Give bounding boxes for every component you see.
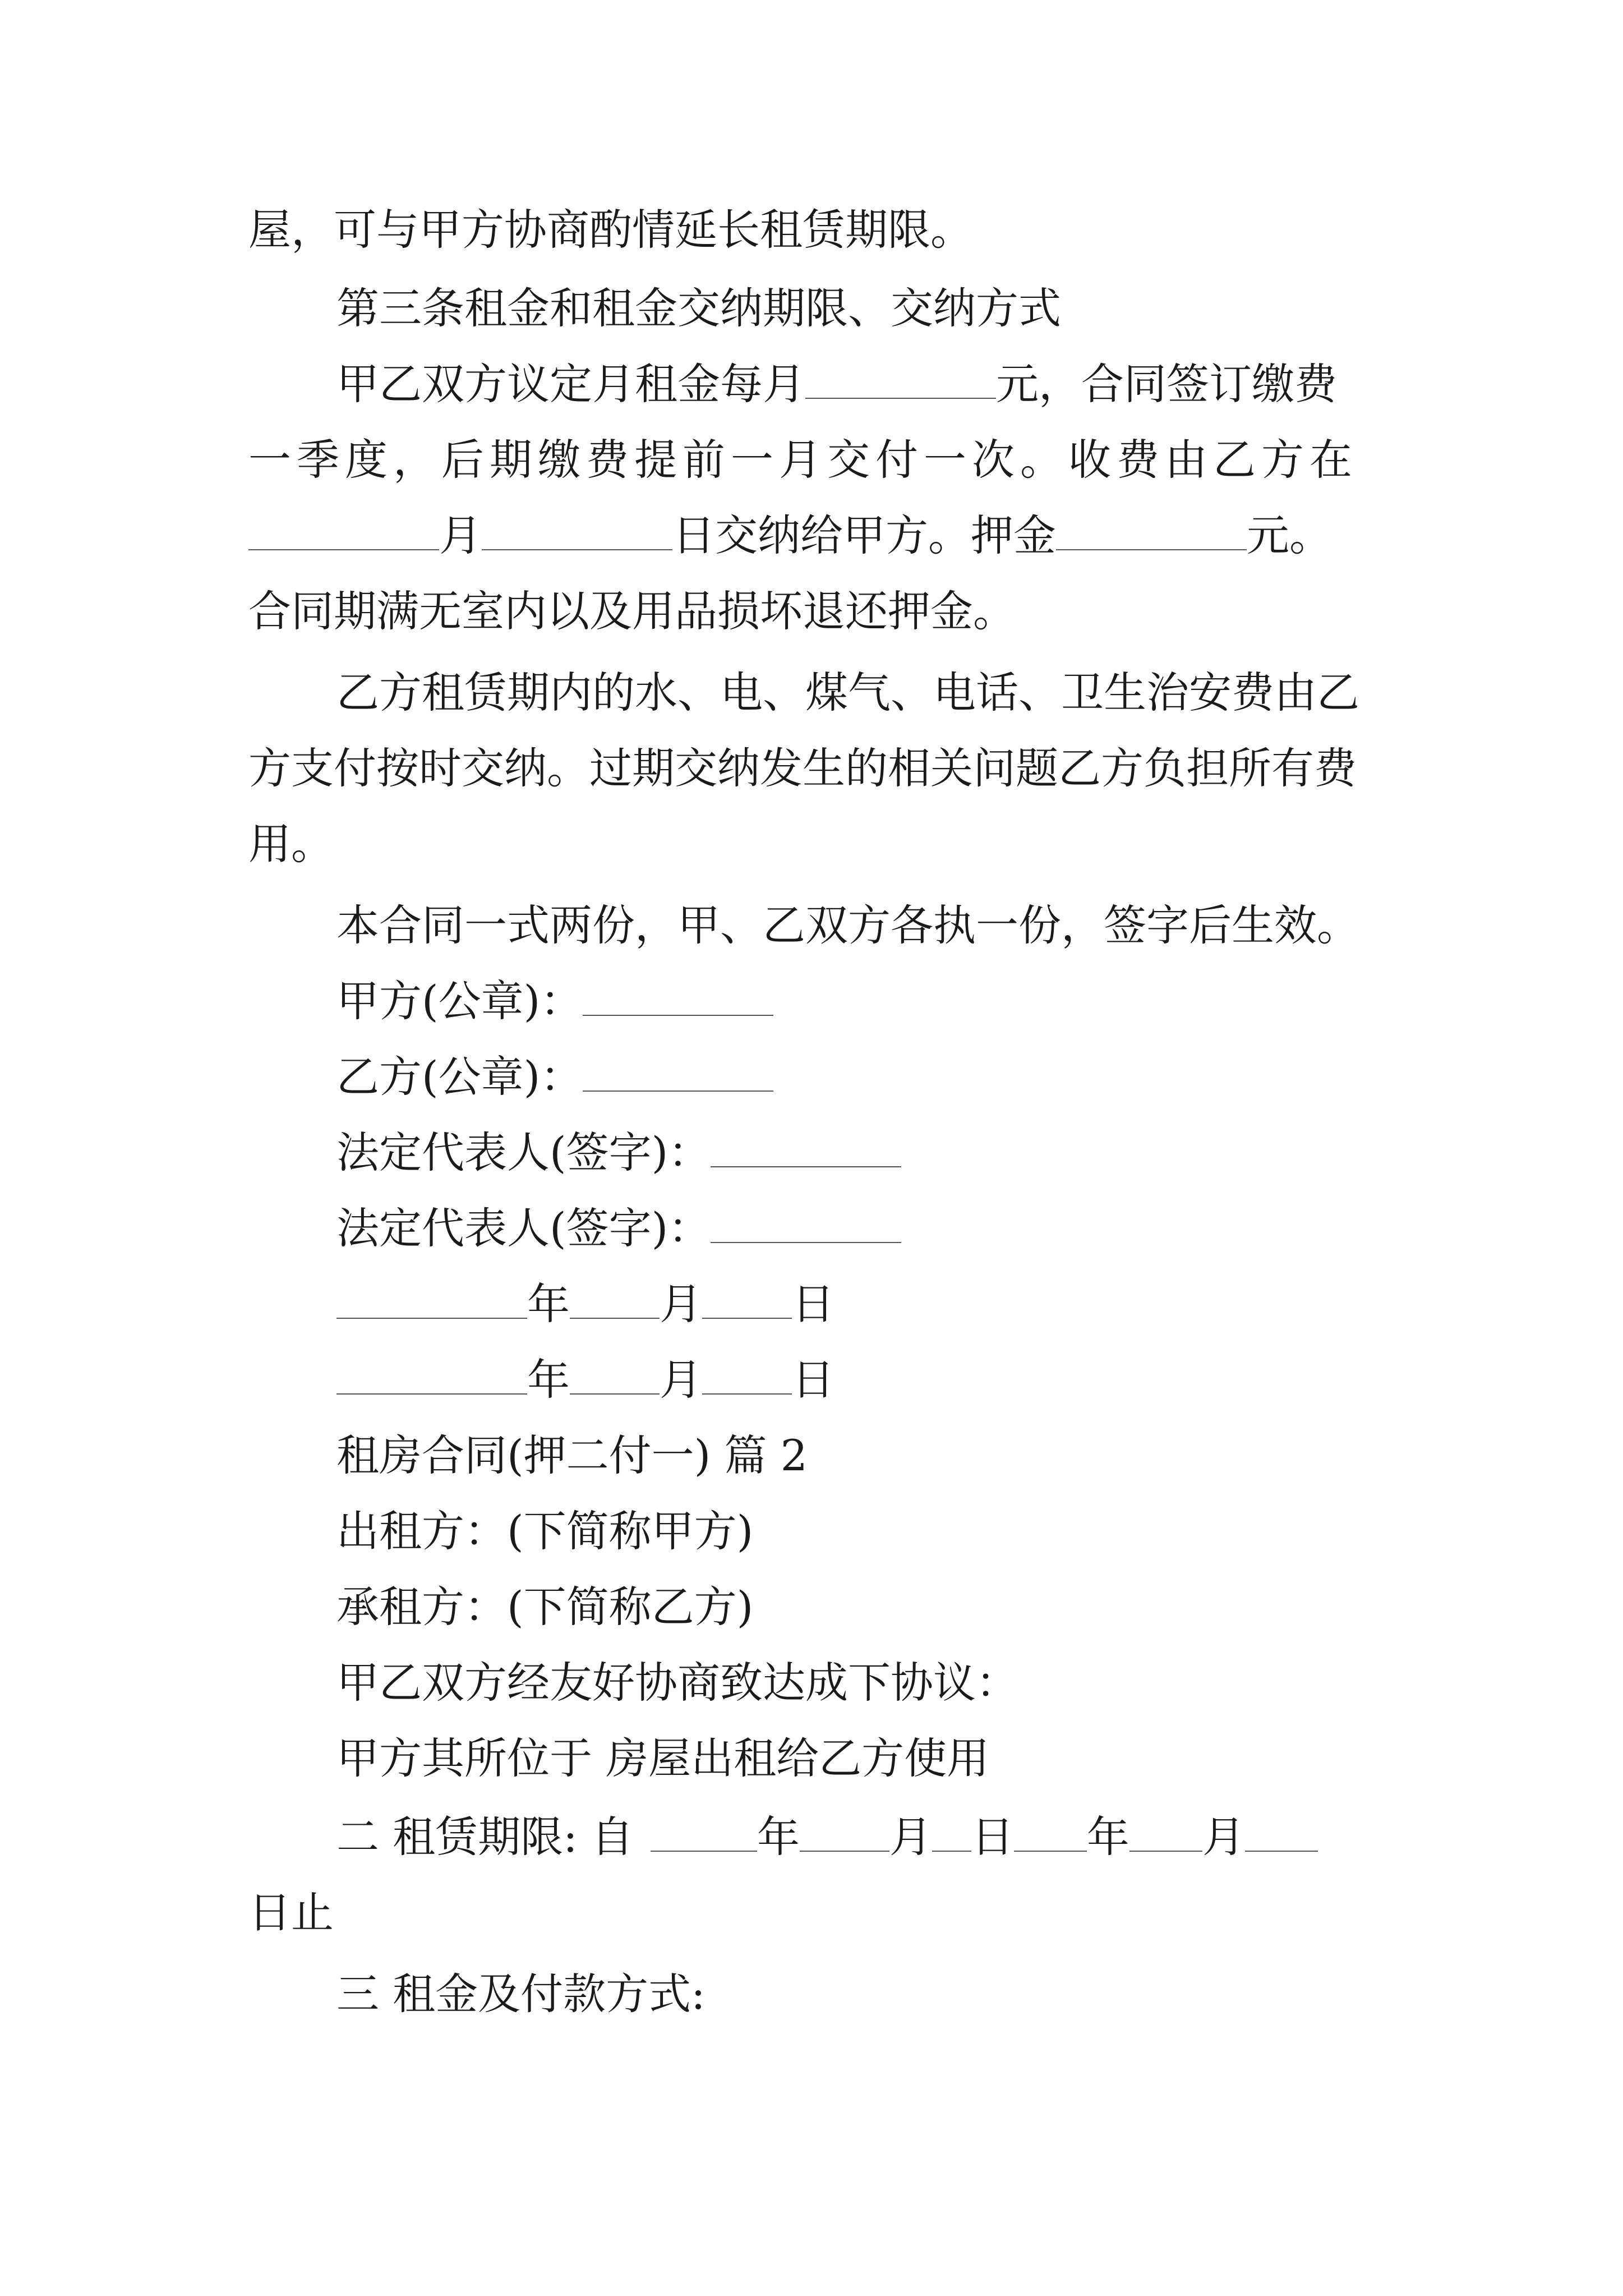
day-label: 日	[792, 1355, 834, 1405]
signature-line-rep-1	[336, 1125, 901, 1181]
signature-line-party-a	[336, 973, 773, 1029]
month-label: 月	[660, 1355, 702, 1405]
paragraph-line: 屋，可与甲方协商酌情延长租赁期限。	[248, 205, 973, 255]
paragraph-line: 本合同一式两份，甲、乙双方各执一份，签字后生效。	[336, 900, 1359, 950]
blank-field	[1014, 1811, 1087, 1852]
paragraph-line: 甲方其所位于 房屋出租给乙方使用	[336, 1733, 990, 1783]
text-segment: 日交纳给甲方。押金	[672, 510, 1056, 560]
blank-field	[583, 1051, 773, 1092]
blank-field	[1245, 1811, 1318, 1852]
text-segment: 元。	[1247, 510, 1332, 560]
text-segment: 甲乙双方议定月租金每月	[336, 359, 805, 409]
blank-field	[651, 1811, 757, 1852]
blank-field	[702, 1278, 792, 1319]
blank-field	[336, 1278, 527, 1319]
day-label: 日	[971, 1812, 1014, 1862]
blank-field	[1056, 510, 1247, 550]
blank-field	[800, 1811, 889, 1852]
paragraph-line	[248, 508, 1332, 564]
section-heading: 第三条租金和租金交纳期限、交纳方式	[336, 283, 1061, 333]
blank-field	[1129, 1811, 1202, 1852]
text-segment: 二 租赁期限: 自	[336, 1812, 634, 1862]
year-label: 年	[527, 1279, 570, 1329]
paragraph-line: 甲乙双方经友好协商致达成下协议：	[336, 1658, 1018, 1708]
year-label: 年	[527, 1355, 570, 1405]
signature-line-rep-2	[336, 1200, 901, 1257]
text-segment: 月	[439, 510, 482, 560]
paragraph-line: 承租方：(下简称乙方)	[336, 1582, 754, 1632]
blank-field	[711, 1203, 901, 1243]
paragraph-line: 方支付按时交纳。过期交纳发生的相关问题乙方负担所有费	[248, 743, 1357, 793]
blank-field	[583, 976, 773, 1016]
month-label: 月	[889, 1812, 932, 1862]
paragraph-line: 用。	[248, 819, 334, 869]
paragraph-line: 日止	[248, 1888, 334, 1938]
text-segment: 乙方(公章)：	[336, 1052, 583, 1102]
paragraph-line: 出租方：(下简称甲方)	[336, 1506, 754, 1556]
blank-field	[248, 510, 439, 550]
paragraph-line	[336, 356, 1337, 412]
date-line-2	[336, 1352, 834, 1408]
section-heading: 三 租金及付款方式:	[336, 1969, 706, 2019]
blank-field	[482, 510, 672, 550]
text-segment: 甲方(公章)：	[336, 976, 583, 1026]
month-label: 月	[660, 1279, 702, 1329]
blank-field	[805, 358, 996, 399]
lease-term-line	[336, 1809, 1318, 1865]
blank-field	[932, 1811, 971, 1852]
month-label: 月	[1202, 1812, 1245, 1862]
blank-field	[570, 1354, 660, 1395]
paragraph-line: 合同期满无室内以及用品损坏退还押金。	[248, 586, 1016, 636]
text-segment: 元，合同签订缴费	[996, 359, 1337, 409]
date-line-1	[336, 1276, 834, 1332]
signature-line-party-b	[336, 1049, 773, 1105]
year-label: 年	[1086, 1812, 1129, 1862]
paragraph-line: 一季度，后期缴费提前一月交付一次。收费由乙方在	[248, 435, 1358, 485]
year-label: 年	[757, 1812, 800, 1862]
blank-field	[711, 1127, 901, 1167]
blank-field	[570, 1278, 660, 1319]
blank-field	[336, 1354, 527, 1395]
text-segment: 法定代表人(签字)：	[336, 1203, 711, 1253]
paragraph-line: 乙方租赁期内的水、电、煤气、电话、卫生治安费由乙	[336, 668, 1359, 717]
day-label: 日	[792, 1279, 834, 1329]
text-segment: 法定代表人(签字)：	[336, 1128, 711, 1177]
blank-field	[702, 1354, 792, 1395]
section-heading: 租房合同(押二付一) 篇 2	[336, 1430, 808, 1480]
